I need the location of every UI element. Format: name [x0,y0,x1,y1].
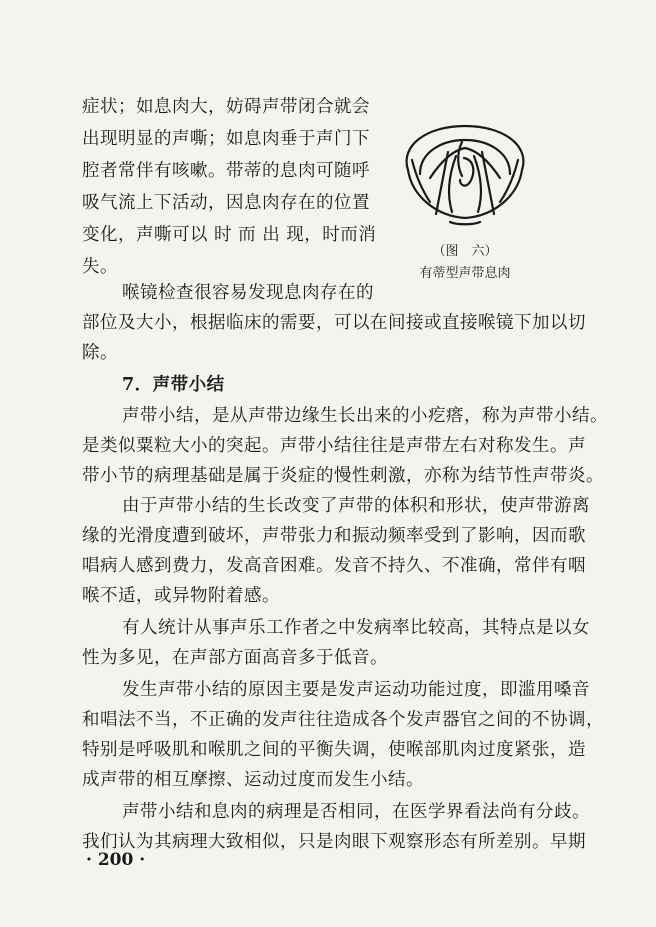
text-line: 部位及大小，根据临床的需要，可以在间接或直接喉镜下加以切 [82,313,586,333]
text-line: 我们认为其病理大致相似，只是肉眼下观察形态有所差别。早期 [82,832,586,852]
text-line: 是类似粟粒大小的突起。声带小结往往是声带左右对称发生。声 [82,436,586,456]
text-line: 唱病人感到费力，发高音困难。发音不持久、不准确，常伴有咽 [82,556,586,576]
text-line: 成声带的相互摩擦、运动过度而发生小结。 [82,770,424,790]
text-line: 出现明显的声嘶；如息肉垂于声门下 [82,129,370,149]
text-line: 声带小结和息肉的病理是否相同，在医学界看法尚有分歧。 [122,802,590,822]
section-heading: 7．声带小结 [122,375,225,395]
text-line: 腔者常伴有咳嗽。带蒂的息肉可随呼 [82,161,370,181]
text-line: 除。 [82,343,118,363]
text-line: 性为多见，在声部方面高音多于低音。 [82,648,388,668]
text-line: 和唱法不当，不正确的发声往往造成各个发声器官之间的不协调， [82,710,604,730]
text-line: 吸气流上下活动，因息肉存在的位置 [82,193,370,213]
text-line: 变化，声嘶可以 时 而 出 现，时而消 [82,225,377,245]
text-line: 带小节的病理基础是属于炎症的慢性刺激，亦称为结节性声带炎。 [82,466,604,486]
text-line: 由于声带小结的生长改变了声带的体积和形状，使声带游离 [122,496,590,516]
text-line: 发生声带小结的原因主要是发声运动功能过度，即滥用嗓音 [122,680,590,700]
text-line: 症状；如息肉大，妨碍声带闭合就会 [82,97,370,117]
text-line: 声带小结，是从声带边缘生长出来的小疙瘩，称为声带小结。 [122,406,608,426]
page-number: · 200 · [86,850,146,870]
figure-label: （图 六） [432,244,498,259]
text-line: 特别是呼吸肌和喉肌之间的平衡失调，使喉部肌肉过度紧张，造 [82,740,586,760]
figure-caption: 有蒂型声带息肉 [419,266,511,281]
text-line: 喉不适，或异物附着感。 [82,586,280,606]
text-line: 缘的光滑度遭到破坏，声带张力和振动频率受到了影响，因而歌 [82,526,586,546]
text-line: 失。 [82,257,118,277]
figure-vocal-polyp [390,112,540,292]
text-line: 喉镜检查很容易发现息肉存在的 [122,283,374,303]
larynx-illustration [390,112,540,230]
text-line: 有人统计从事声乐工作者之中发病率比较高，其特点是以女 [122,618,590,638]
